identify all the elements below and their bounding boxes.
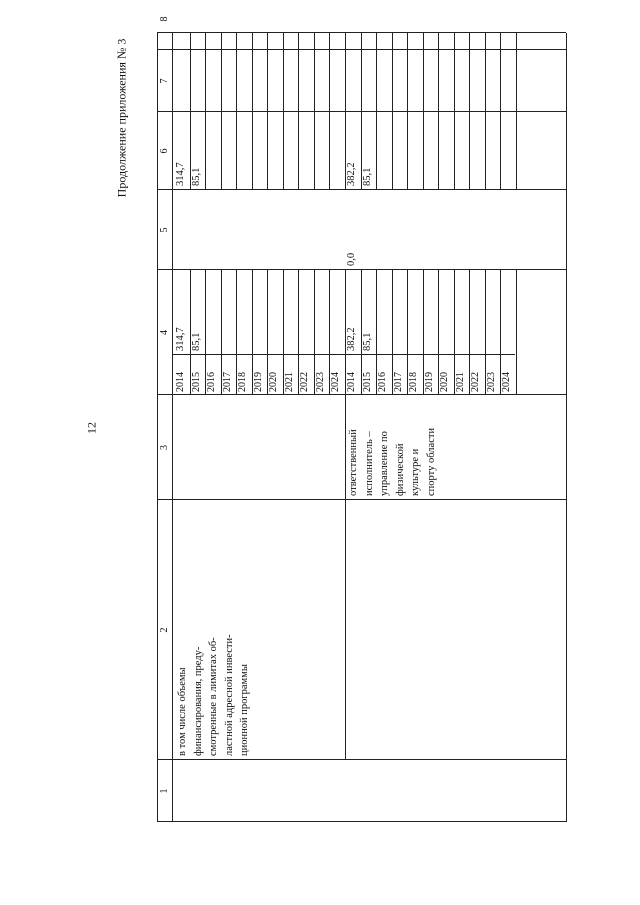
grid-line — [566, 33, 567, 822]
grid-line — [157, 394, 566, 395]
grid-line — [252, 270, 253, 395]
year-cell: 2022 — [470, 372, 481, 392]
col4-value: 314,7 — [175, 327, 186, 351]
grid-line — [190, 270, 191, 395]
header-col-7: 7 — [159, 78, 170, 84]
grid-line — [500, 270, 501, 395]
grid-line — [252, 33, 253, 190]
grid-line — [172, 354, 515, 355]
grid-line — [407, 33, 408, 190]
col4-value: 382,2 — [346, 327, 357, 351]
grid-line — [454, 33, 455, 190]
year-cell: 2020 — [439, 372, 450, 392]
grid-line — [172, 33, 173, 822]
header-col-3: 3 — [159, 445, 170, 450]
grid-line — [190, 33, 191, 190]
col6-value: 85,1 — [190, 167, 202, 186]
header-col-6: 6 — [159, 148, 170, 154]
grid-line — [157, 759, 566, 760]
grid-line — [392, 33, 393, 190]
header-col-2: 2 — [159, 627, 170, 633]
grid-line — [205, 33, 206, 190]
grid-line — [485, 33, 486, 190]
year-cell: 2022 — [299, 372, 310, 392]
grid-line — [361, 33, 362, 190]
col4-value: 85,1 — [361, 332, 373, 351]
grid-line — [157, 33, 158, 822]
group1-description: в том числе объемы финансирования, преду- смотренные в лимитах об- ластной адресной инвести- ционной программы — [177, 634, 250, 756]
header-col-4: 4 — [159, 330, 170, 335]
grid-line — [267, 270, 268, 395]
grid-line — [423, 33, 424, 190]
grid-line — [500, 33, 501, 190]
grid-line — [221, 33, 222, 190]
year-cell: 2015 — [190, 372, 202, 392]
year-cell: 2015 — [361, 372, 373, 392]
grid-line — [376, 270, 377, 395]
grid-line — [157, 821, 566, 822]
page-number: 12 — [84, 422, 99, 434]
grid-line — [221, 270, 222, 395]
grid-line — [157, 49, 566, 50]
continuation-label: Продолжение приложения № 3 — [114, 38, 129, 198]
grid-line — [157, 32, 566, 33]
year-cell: 2014 — [346, 372, 357, 392]
year-cell: 2017 — [221, 372, 233, 392]
grid-line — [469, 33, 470, 190]
header-col-8: 8 — [159, 16, 170, 22]
grid-line — [392, 270, 393, 395]
grid-line — [423, 270, 424, 395]
grid-line — [516, 33, 517, 190]
grid-line — [236, 33, 237, 190]
group2-executor: ответственный исполнитель – управление по физической культуре и спорту области — [348, 427, 437, 496]
year-cell: 2016 — [206, 372, 217, 392]
grid-line — [314, 270, 315, 395]
grid-line — [236, 270, 237, 395]
col6-value: 382,2 — [346, 162, 357, 186]
grid-line — [329, 33, 330, 190]
grid-line — [345, 33, 346, 190]
grid-line — [516, 270, 517, 395]
col6-value: 314,7 — [175, 162, 186, 186]
grid-line — [205, 270, 206, 395]
grid-line — [298, 33, 299, 190]
year-cell: 2018 — [237, 372, 248, 392]
year-cell: 2016 — [377, 372, 388, 392]
col4-value: 85,1 — [190, 332, 202, 351]
grid-line — [267, 33, 268, 190]
year-cell: 2020 — [268, 372, 279, 392]
grid-line — [438, 33, 439, 190]
grid-line — [283, 33, 284, 190]
year-cell: 2024 — [501, 372, 512, 392]
year-cell: 2024 — [330, 372, 341, 392]
grid-line — [454, 270, 455, 395]
grid-line — [345, 270, 346, 760]
grid-line — [438, 270, 439, 395]
col6-value: 85,1 — [361, 167, 373, 186]
header-col-5: 5 — [159, 227, 170, 233]
col5-value: 0,0 — [346, 252, 357, 266]
grid-line — [283, 270, 284, 395]
grid-line — [314, 33, 315, 190]
table-container — [157, 16, 567, 822]
header-col-1: 1 — [159, 788, 170, 794]
year-cell: 2023 — [314, 372, 326, 392]
year-cell: 2019 — [423, 372, 435, 392]
grid-line — [469, 270, 470, 395]
grid-line — [485, 270, 486, 395]
year-cell: 2017 — [392, 372, 404, 392]
grid-line — [361, 270, 362, 395]
grid-line — [157, 189, 566, 190]
year-cell: 2023 — [485, 372, 497, 392]
grid-line — [376, 33, 377, 190]
year-cell: 2021 — [283, 372, 295, 392]
grid-line — [157, 269, 566, 270]
year-cell: 2014 — [175, 372, 186, 392]
grid-line — [407, 270, 408, 395]
data-table — [157, 16, 567, 822]
grid-line — [329, 270, 330, 395]
grid-line — [298, 270, 299, 395]
grid-line — [157, 499, 566, 500]
year-cell: 2019 — [252, 372, 264, 392]
year-cell: 2021 — [454, 372, 466, 392]
grid-line — [157, 111, 566, 112]
year-cell: 2018 — [408, 372, 419, 392]
